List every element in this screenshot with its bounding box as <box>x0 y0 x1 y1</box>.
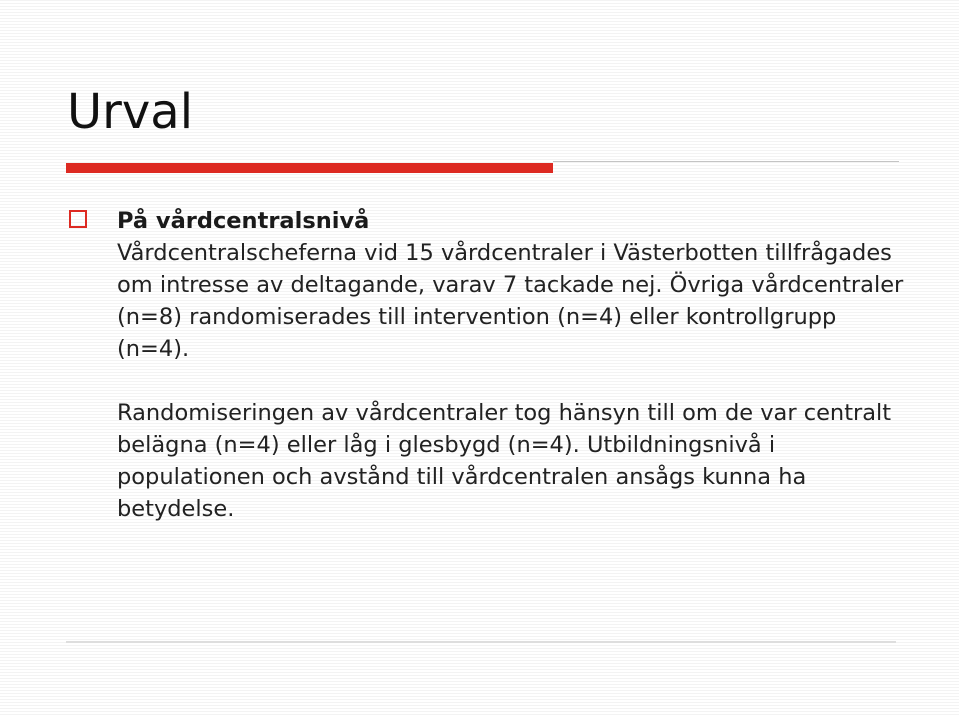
slide-title: Urval <box>67 84 194 140</box>
body-paragraph-1: Vårdcentralscheferna vid 15 vårdcentraler i Västerbotten tillfrågades om intresse av deltagande, varav 7 tackade nej. Övriga vårdcentraler (n=8) randomiserades till intervention (n=4) eller kontrollgrupp (n=4). <box>117 240 904 362</box>
bullet-heading: På vårdcentralsnivå <box>117 208 370 234</box>
slide-body <box>117 205 907 525</box>
footer-divider <box>66 641 896 643</box>
title-underline-accent <box>66 163 553 173</box>
body-paragraph-2: Randomiseringen av vårdcentraler tog hänsyn till om de var centralt belägna (n=4) eller låg i glesbygd (n=4). Utbildningsnivå i populationen och avstånd till vårdcentralen ansågs kunna ha betydelse. <box>117 400 892 522</box>
hollow-square-icon <box>69 210 87 228</box>
title-underline-thin <box>553 161 899 162</box>
